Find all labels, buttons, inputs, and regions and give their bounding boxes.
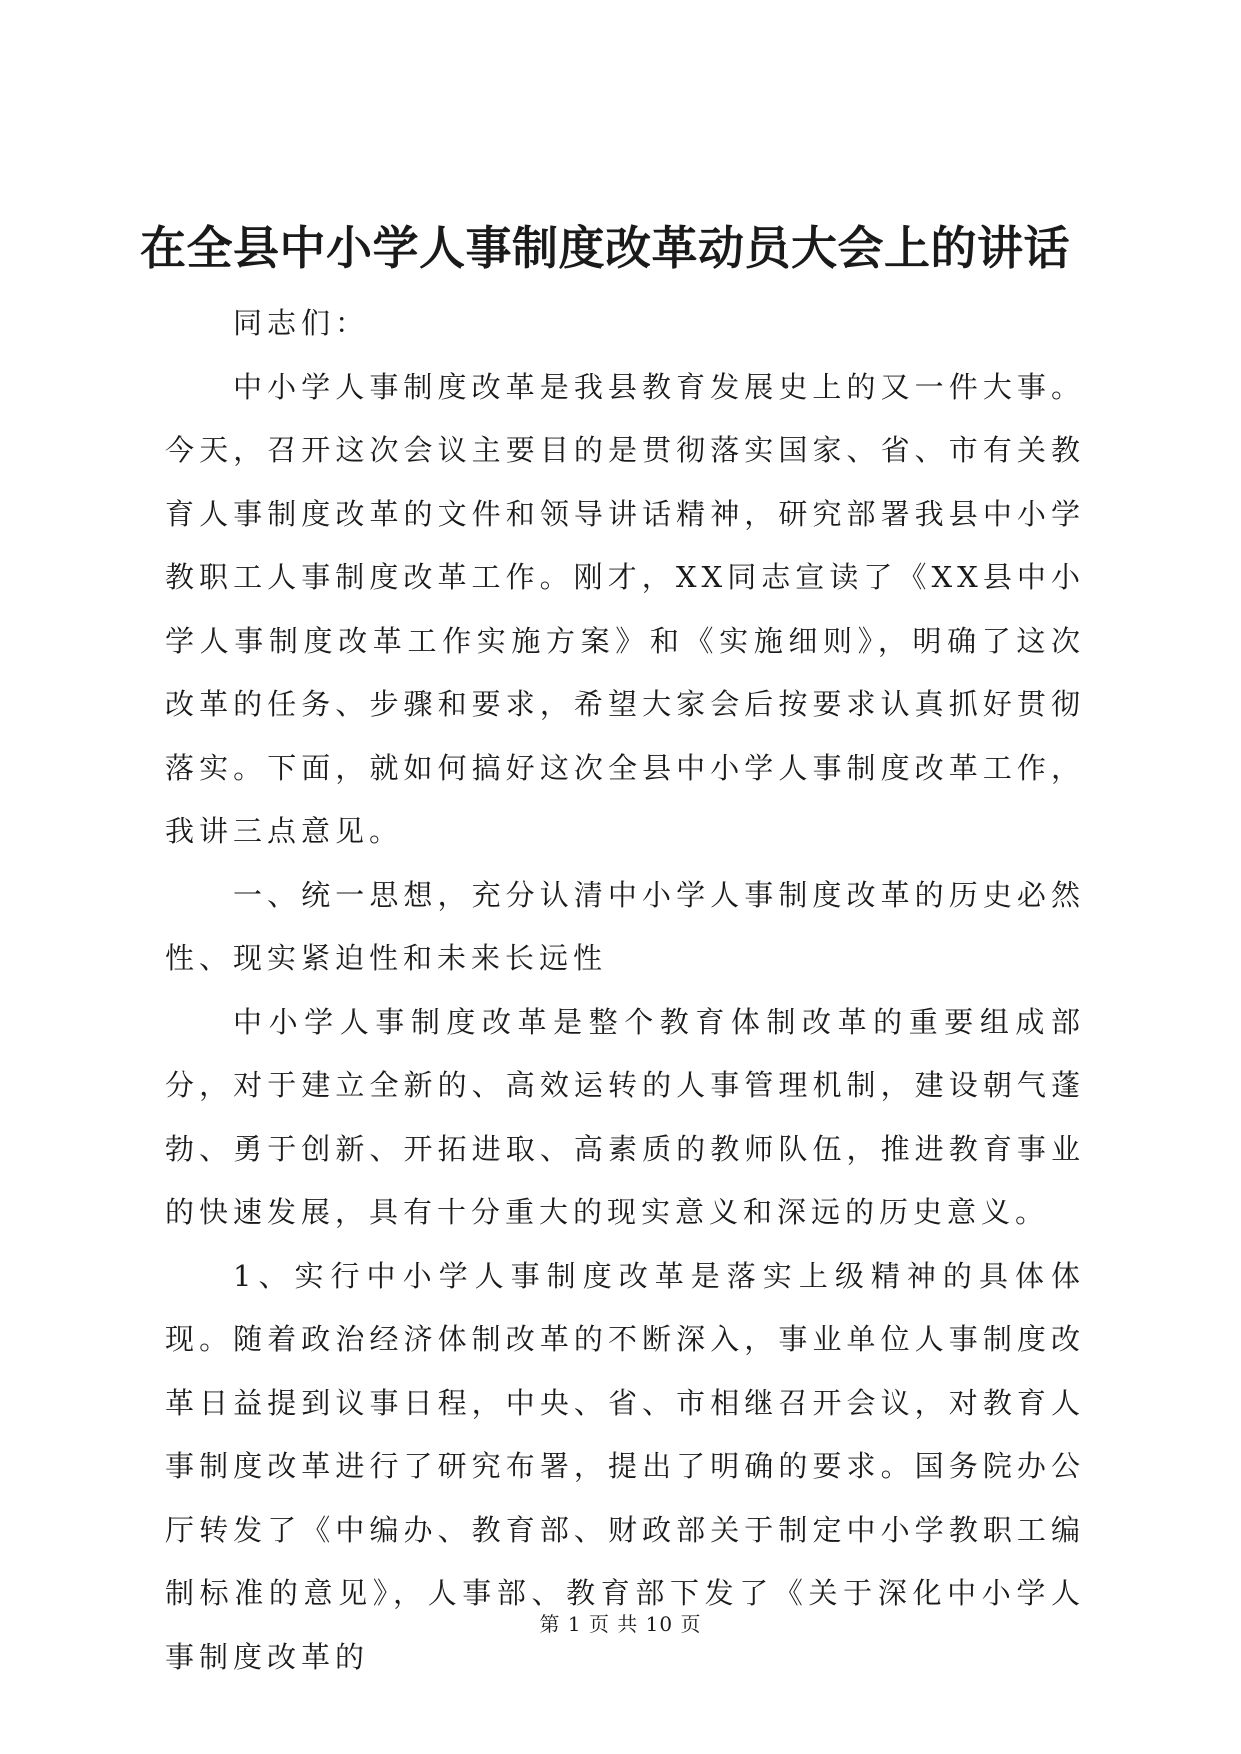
section-heading-1: 一、统一思想，充分认清中小学人事制度改革的历史必然性、现实紧迫性和未来长远性 [165, 877, 1085, 975]
page-footer: 第 1 页 共 10 页 [539, 1612, 702, 1636]
salutation: 同志们： [233, 306, 370, 340]
paragraph-intro: 中小学人事制度改革是我县教育发展史上的又一件大事。今天，召开这次会议主要目的是贯彻落实国家、省、市有关教育人事制度改革的文件和领导讲话精神，研究部署我县中小学教职工人事制度改革工作。刚才，XX同志宣读了《XX县中小学人事制度改革工作实施方案》和《实施细则》，明确了这次改革的任务、步骤和要求，希望大家会后按要求认真抓好贯彻落实。下面，就如何搞好这次全县中小学人事制度改革工作，我讲三点意见。 [165, 369, 1085, 848]
document-title: 在全县中小学人事制度改革动员大会上的讲话 [140, 221, 1070, 275]
document-body [165, 292, 1085, 1689]
paragraph-significance: 中小学人事制度改革是整个教育体制改革的重要组成部分，对于建立全新的、高效运转的人事管理机制，建设朝气蓬勃、勇于创新、开拓进取、高素质的教师队伍，推进教育事业的快速发展，具有十分重大的现实意义和深远的历史意义。 [165, 1004, 1085, 1229]
paragraph-point-1: 1、实行中小学人事制度改革是落实上级精神的具体体现。随着政治经济体制改革的不断深入，事业单位人事制度改革日益提到议事日程，中央、省、市相继召开会议，对教育人事制度改革进行了研究布署，提出了明确的要求。国务院办公厅转发了《中编办、教育部、财政部关于制定中小学教职工编制标准的意见》，人事部、教育部下发了《关于深化中小学人事制度改革的 [165, 1258, 1085, 1674]
